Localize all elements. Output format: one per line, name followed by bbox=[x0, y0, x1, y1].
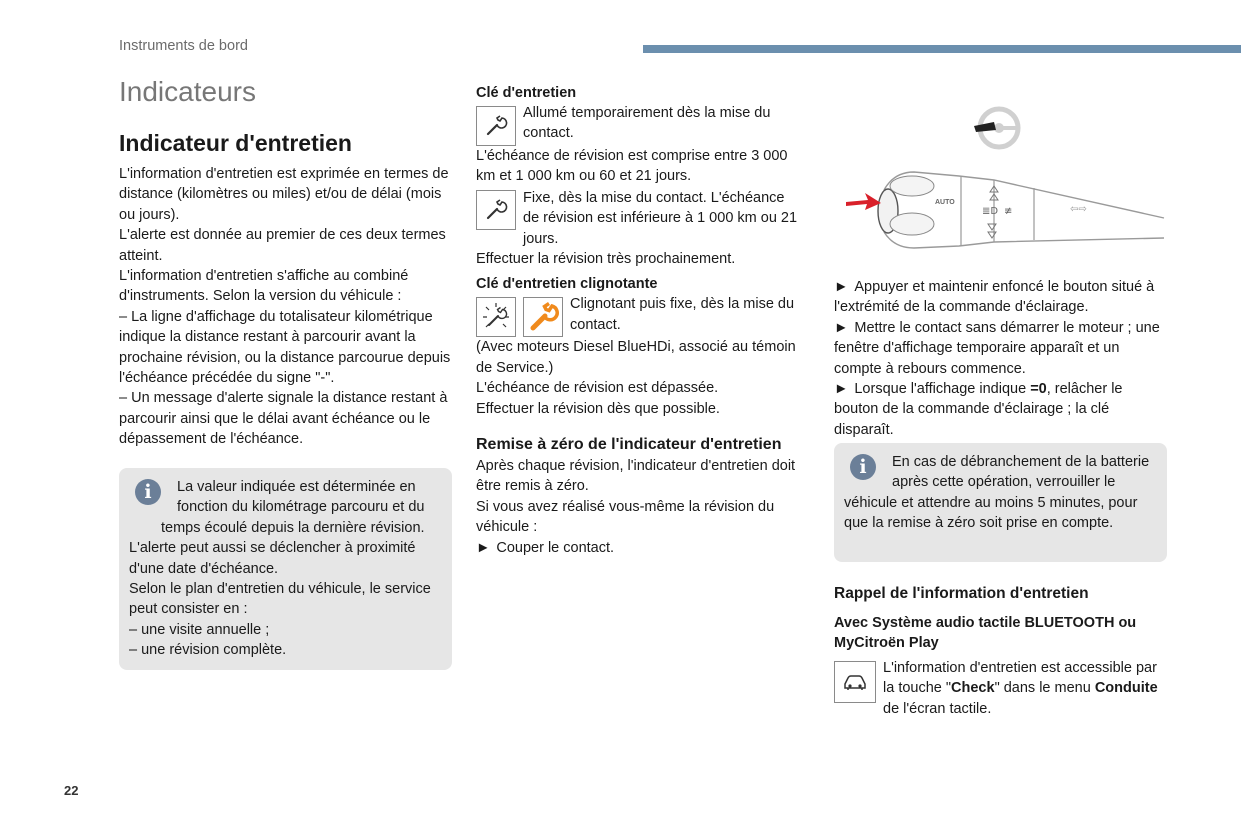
svg-text:⇦⇨: ⇦⇨ bbox=[1070, 204, 1087, 215]
car-icon bbox=[834, 661, 876, 703]
paragraph: L'information d'entretien est exprimée en termes de distance (kilomètres ou miles) et/ou de délai (mois ou jours). bbox=[119, 166, 449, 223]
column-2 bbox=[476, 83, 801, 558]
note-text: – une visite annuelle ; bbox=[129, 621, 270, 638]
bullet-icon: ► bbox=[834, 279, 849, 295]
reset-title: Remise à zéro de l'indicateur d'entretien bbox=[476, 436, 782, 454]
info-note-2 bbox=[834, 443, 1167, 562]
bullet-icon: ► bbox=[476, 539, 491, 556]
key-title: Clé d'entretien bbox=[476, 85, 577, 101]
step-2: ► Mettre le contact sans démarrer le moteur ; une fenêtre d'affichage temporaire apparaît et un compte à rebours commence. bbox=[834, 319, 1160, 377]
blink-text-4: Effectuer la révision dès que possible. bbox=[476, 400, 720, 417]
paragraph: – La ligne d'affichage du totalisateur kilométrique indique la distance restant à parcourir avant la prochaine révision, ou la distance parcourue depuis l'échéance précédée du signe "-". bbox=[119, 308, 451, 387]
note-text: Selon le plan d'entretien du véhicule, le service peut consister en : bbox=[129, 581, 431, 618]
reset-text-1: Après chaque révision, l'indicateur d'entretien doit être remis à zéro. bbox=[476, 458, 796, 495]
bullet-icon: ► bbox=[834, 381, 849, 398]
wrench-icon bbox=[476, 106, 516, 146]
note-text: En cas de débranchement de la batterie après cette opération, verrouiller le véhicule et attendre au moins 5 minutes, pour que la remise à zéro soit prise en compte. bbox=[844, 454, 1150, 532]
step-3: ► Lorsque l'affichage indique =0, relâcher le bouton de la commande d'éclairage ; la clé disparaît. bbox=[834, 381, 1123, 438]
orange-wrench-icon bbox=[523, 297, 563, 337]
recall-title: Rappel de l'information d'entretien bbox=[834, 585, 1089, 602]
svg-text:≢: ≢ bbox=[1004, 206, 1013, 217]
bullet-icon: ► bbox=[834, 319, 849, 336]
recall-section bbox=[834, 582, 1170, 719]
blink-text-1: Clignotant puis fixe, dès la mise du contact. bbox=[570, 296, 795, 333]
key-block-1 bbox=[476, 103, 801, 146]
recall-text: L'information d'entretien est accessible par la touche "Check" dans le menu Conduite de l'écran tactile. bbox=[883, 660, 1158, 717]
key-text-4: Effectuer la révision très prochainement. bbox=[476, 251, 736, 268]
red-arrow-icon bbox=[846, 193, 881, 210]
info-note-1 bbox=[119, 468, 452, 670]
steering-wheel-icon bbox=[974, 109, 1018, 147]
note-text: – une révision complète. bbox=[129, 642, 287, 659]
svg-text:AUTO: AUTO bbox=[935, 199, 955, 206]
column-3 bbox=[834, 277, 1170, 440]
blink-text-3: L'échéance de révision est dépassée. bbox=[476, 380, 719, 397]
info-icon: i bbox=[850, 454, 876, 480]
page-title: Indicateur d'entretien bbox=[119, 130, 352, 156]
paragraph: L'alerte est donnée au premier de ces deux termes atteint. bbox=[119, 227, 446, 264]
step-1: ► Appuyer et maintenir enfoncé le bouton situé à l'extrémité de la commande d'éclairage. bbox=[834, 279, 1155, 316]
info-icon: i bbox=[135, 479, 161, 505]
section-title: Indicateurs bbox=[119, 76, 256, 107]
accent-bar bbox=[643, 45, 1241, 53]
paragraph: L'information d'entretien s'affiche au combiné d'instruments. Selon la version du véhicule : bbox=[119, 268, 409, 305]
svg-text:≣D: ≣D bbox=[982, 206, 999, 217]
blinking-wrench-icon bbox=[476, 297, 516, 337]
key-block-2 bbox=[476, 187, 801, 249]
reset-text-2: Si vous avez réalisé vous-même la révision du véhicule : bbox=[476, 498, 775, 536]
wrench-icon bbox=[476, 190, 516, 230]
page-number: 22 bbox=[64, 783, 79, 798]
blink-block bbox=[476, 294, 801, 337]
reset-bullet: ► Couper le contact. bbox=[476, 539, 615, 556]
key-text-3: Fixe, dès la mise du contact. L'échéance de révision est inférieure à 1 000 km ou 21 jours. bbox=[523, 189, 798, 247]
column-1 bbox=[119, 128, 454, 450]
key-text-2: L'échéance de révision est comprise entre 3 000 km et 1 000 km ou 60 et 21 jours. bbox=[476, 148, 788, 185]
recall-block bbox=[834, 658, 1170, 719]
chapter-label: Instruments de bord bbox=[119, 38, 248, 54]
blink-text-2: (Avec moteurs Diesel BlueHDi, associé au témoin de Service.) bbox=[476, 339, 796, 376]
lighting-stalk-illustration bbox=[834, 100, 1170, 272]
key-text-1: Allumé temporairement dès la mise du contact. bbox=[523, 105, 771, 142]
paragraph: – Un message d'alerte signale la distance restant à parcourir ainsi que le délai avant échéance ou le dépassement de l'échéance. bbox=[119, 390, 448, 448]
note-text: L'alerte peut aussi se déclencher à proximité d'une date d'échéance. bbox=[129, 540, 416, 577]
recall-subtitle: Avec Système audio tactile BLUETOOTH ou MyCitroën Play bbox=[834, 615, 1137, 651]
note-text: La valeur indiquée est déterminée en fonction du kilométrage parcouru et du temps écoulé depuis la dernière révision. bbox=[161, 479, 425, 536]
blink-title: Clé d'entretien clignotante bbox=[476, 276, 658, 293]
